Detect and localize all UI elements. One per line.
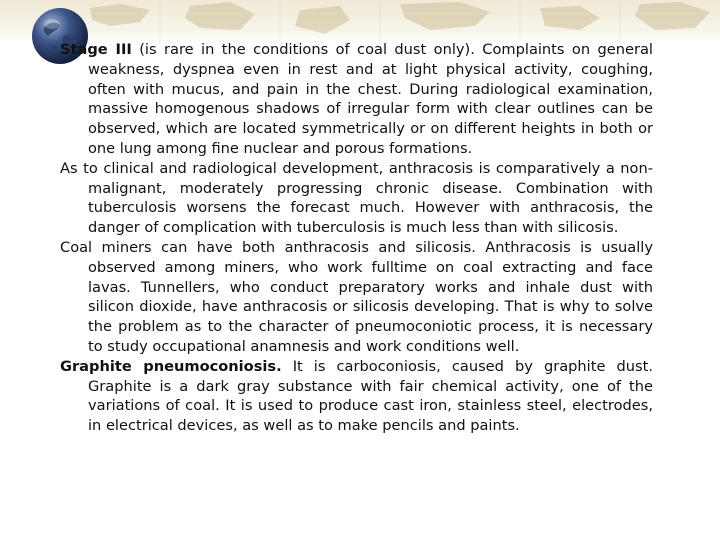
paragraph-graphite (60, 357, 653, 436)
paragraph-text: As to clinical and radiological development, anthracosis is comparatively a non-malignant, moderately progressing chronic disease. Combination with tuberculosis worsens the forecast much. However with anthracosis, the danger of complication with tuberculosis is much less than with silicosis. (60, 159, 653, 237)
world-map-decoration (80, 0, 720, 44)
paragraph-text: (is rare in the conditions of coal dust only). Complaints on general weakness, dyspnea even in rest and at light physical activity, coughing, often with mucus, and pain in the chest. During radiological examination, massive homogenous shadows of irregular form with clear outlines can be observed, which are located symmetrically or on different heights in both or one lung among fine nuclear and porous formations. (88, 41, 653, 157)
paragraph-coal-miners (60, 238, 653, 357)
paragraph-text: Coal miners can have both anthracosis and silicosis. Anthracosis is usually observed among miners, who work fulltime on coal extracting and face lavas. Tunnellers, who conduct preparatory works and inhale dust with silicon dioxide, have anthracosis or silicosis developing. That is why to solve the problem as to the character of pneumoconiotic process, it is necessary to study occupational anamnesis and work conditions well. (60, 238, 653, 355)
header-banner (0, 0, 720, 44)
document-body (60, 40, 653, 436)
paragraph-text: It is carboconiosis, caused by graphite dust. Graphite is a dark gray substance with fair chemical activity, one of the variations of coal. It is used to produce cast iron, stainless steel, electrodes, in electrical devices, as well as to make pencils and paints. (88, 357, 653, 435)
paragraph-clinical-development (60, 159, 653, 238)
paragraph-stage-iii (60, 40, 653, 159)
paragraph-lead: Stage III (60, 41, 132, 58)
paragraph-lead: Graphite pneumoconiosis. (60, 357, 282, 375)
